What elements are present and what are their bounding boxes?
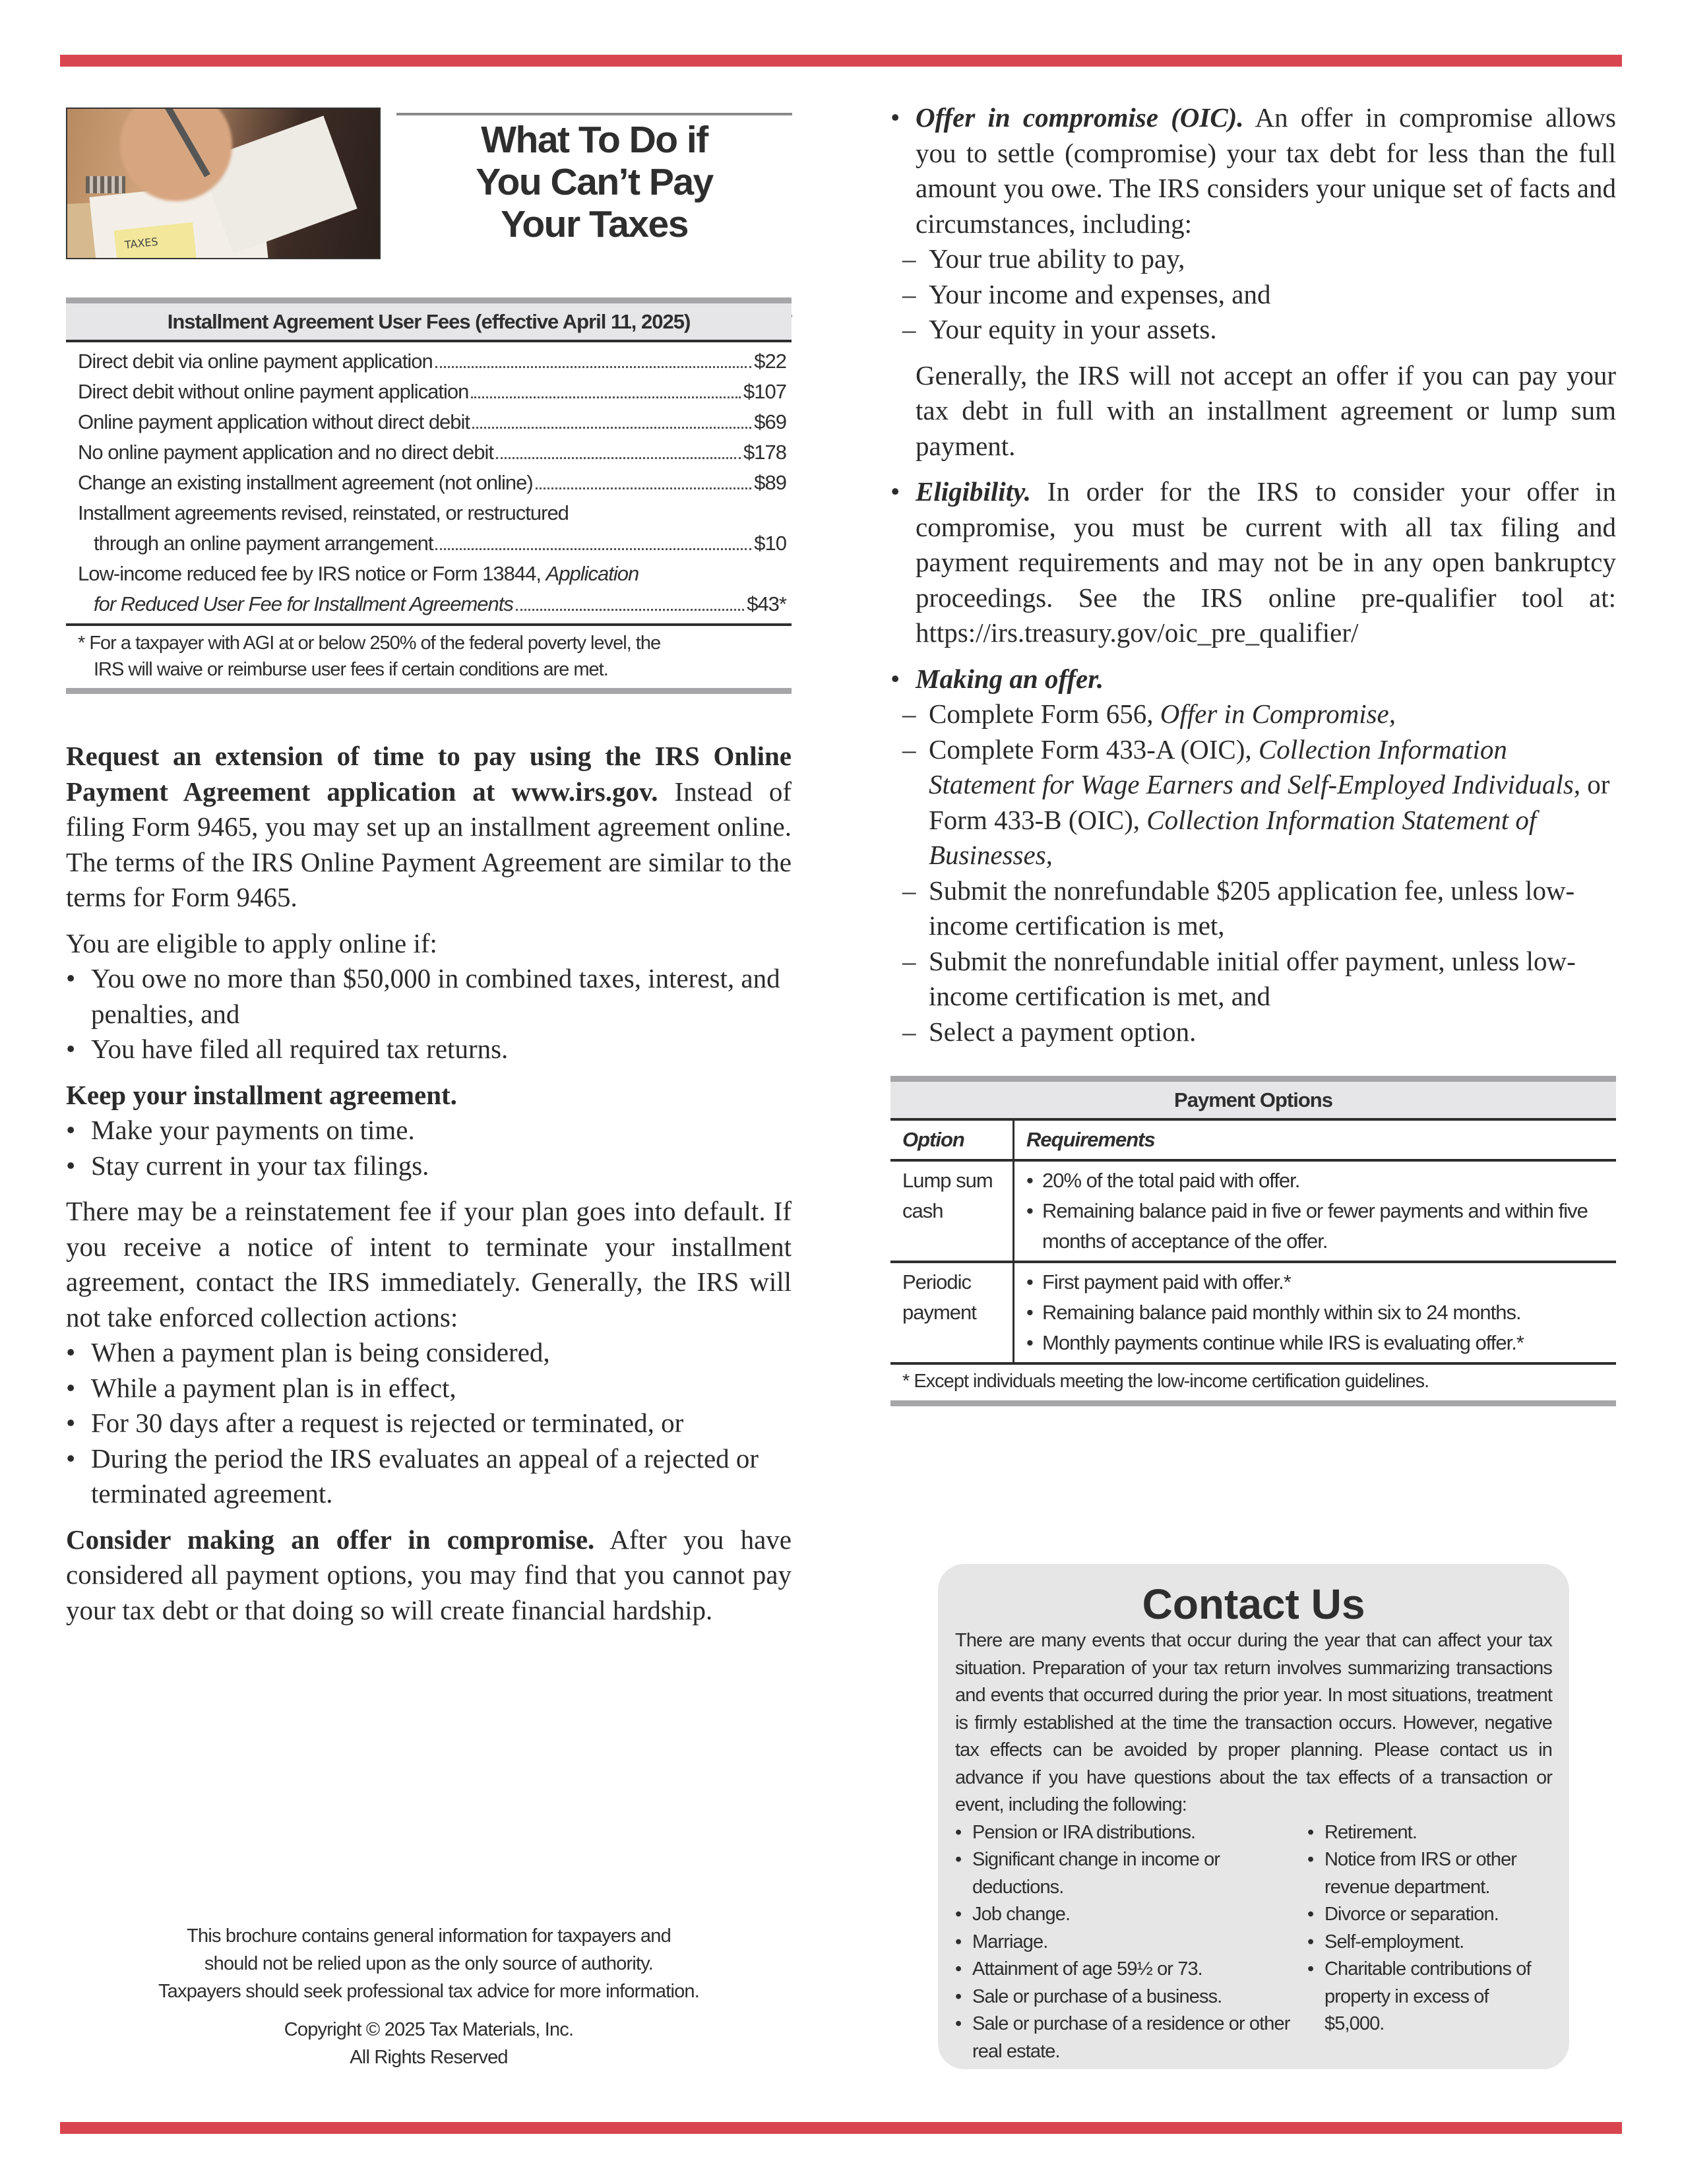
collection-item: • During the period the IRS evaluates an appeal of a rejected or terminated agreement. xyxy=(66,1441,792,1512)
disclaimer-line: Taxpayers should seek professional tax advice for more information. xyxy=(158,1981,700,2002)
fee-row xyxy=(66,346,792,377)
calculator-icon xyxy=(86,176,125,193)
requirement-item: • Monthly payments continue while IRS is evaluating offer.* xyxy=(1026,1328,1612,1358)
reinstatement-paragraph: There may be a reinstatement fee if your plan goes into default. If you receive a notice of intent to terminate your installment agreement, contact the IRS immediately. Generally, the IRS will not take enforced collection actions: xyxy=(66,1196,792,1332)
oic-generally: Generally, the IRS will not accept an offer if you can pay your tax debt in full with an installment agreement or lump sum payment. xyxy=(916,359,1616,461)
making-label: Making an offer. xyxy=(916,663,1104,694)
event-item: • Significant change in income or deductions. xyxy=(955,1846,1307,1901)
oic-item xyxy=(890,100,1616,241)
fee-label: Direct debit without online payment application xyxy=(78,380,469,403)
event-list-left xyxy=(955,1819,1307,2066)
eligibility-label: Eligibility. xyxy=(916,476,1032,507)
collection-item: • While a payment plan is in effect, xyxy=(66,1371,792,1406)
making-step xyxy=(890,732,1616,873)
contact-title: Contact Us xyxy=(1142,1580,1365,1628)
page-title xyxy=(396,119,792,245)
column-header-option: Option xyxy=(890,1121,1014,1162)
requirement-item: • 20% of the total paid with offer. xyxy=(1026,1166,1612,1196)
fee-row xyxy=(66,498,792,559)
event-item: • Pension or IRA distributions. xyxy=(955,1819,1307,1847)
making-offer-item xyxy=(890,662,1616,697)
event-item: • Divorce or separation. xyxy=(1307,1901,1552,1929)
payment-options-table xyxy=(890,1076,1616,1406)
option-cell: Periodic payment xyxy=(890,1263,1014,1365)
making-step: – Select a payment option. xyxy=(890,1014,1616,1050)
oic-label: Offer in compromise (OIC). xyxy=(916,102,1244,133)
eligible-item: • You have filed all required tax returns. xyxy=(66,1032,792,1067)
requirement-item: • Remaining balance paid in five or fewer payments and within five months of acceptance of the offer. xyxy=(1026,1196,1612,1257)
leader-dots xyxy=(471,396,741,398)
fee-label: Direct debit via online payment application xyxy=(78,350,433,373)
bottom-accent-bar xyxy=(60,2122,1622,2134)
keep-item: • Make your payments on time. xyxy=(66,1113,792,1148)
oic-factor: – Your equity in your assets. xyxy=(890,312,1616,348)
extension-paragraph xyxy=(66,739,792,916)
extension-heading: Request an extension of time to pay using the IRS Online Payment Agreement application at www.irs.gov. xyxy=(66,741,792,807)
payment-footnote: * Except individuals meeting the low-income certification guidelines. xyxy=(902,1371,1429,1392)
step-form-title: Offer in Compromise, xyxy=(1160,699,1396,729)
copyright-block xyxy=(66,2016,792,2071)
disclaimer xyxy=(66,1922,792,2005)
requirement-item: • First payment paid with offer.* xyxy=(1026,1267,1612,1297)
making-step: – Submit the nonrefundable $205 application fee, unless low-income certification is met, xyxy=(890,873,1616,944)
event-item: • Attainment of age 59½ or 73. xyxy=(955,1956,1307,1983)
table-top-bar xyxy=(890,1076,1616,1082)
requirement-item: • Remaining balance paid monthly within six to 24 months. xyxy=(1026,1297,1612,1328)
oic-factor: – Your income and expenses, and xyxy=(890,277,1616,313)
fee-label: Change an existing installment agreement (not online) xyxy=(78,471,533,494)
oic-heading: Consider making an offer in compromise. xyxy=(66,1524,595,1555)
leader-dots xyxy=(472,427,751,429)
event-item: • Retirement. xyxy=(1307,1819,1552,1847)
fee-table-title: Installment Agreement User Fees (effective April 11, 2025) xyxy=(66,303,792,342)
oic-paragraph xyxy=(66,1522,792,1629)
footnote-line: * For a taxpayer with AGI at or below 250% of the federal poverty level, the xyxy=(78,633,661,654)
table-bottom-bar xyxy=(890,1400,1616,1406)
fee-label-cont: through an online payment arrangement xyxy=(94,532,433,555)
leader-dots xyxy=(536,487,752,489)
contact-intro: There are many events that occur during the year that can affect your tax situation. Preparation of your tax return involves summarizing transactions and events that occurred during the prior year. In most situations, treatment is firmly established at the time the transaction occurs. However, negative tax effects can be avoided by proper planning. Please contact us in advance if you have questions about the tax effects of a transaction or event, including the following: xyxy=(955,1630,1552,1815)
making-step xyxy=(890,697,1616,732)
fee-amount: $178 xyxy=(743,441,786,464)
eligibility-text: In order for the IRS to consider your offer in compromise, you must be current with all tax filing and payment requirements and may not be in any open bankruptcy proceedings. See the IRS online pre-qualifier tool at: https://irs.treasury.gov/oic_pre_qualifier/ xyxy=(916,476,1616,648)
event-item: • Sale or purchase of a residence or other real estate. xyxy=(955,2011,1307,2065)
option-cell: Lump sum cash xyxy=(890,1162,1014,1263)
fee-amount: $43* xyxy=(747,592,786,615)
leader-dots xyxy=(496,457,741,459)
contact-event-lists xyxy=(955,1819,1552,2066)
copyright: Copyright © 2025 Tax Materials, Inc. xyxy=(284,2019,574,2040)
table-top-bar xyxy=(66,297,792,303)
fee-row xyxy=(66,437,792,468)
eligibility-item xyxy=(890,474,1616,651)
top-accent-bar xyxy=(60,55,1622,67)
column-header-requirements: Requirements xyxy=(1014,1121,1616,1162)
step-form-title: Collection Information Statement of Businesses, xyxy=(929,804,1537,870)
title-line: What To Do if xyxy=(481,119,708,161)
eligible-item: • You owe no more than $50,000 in combined taxes, interest, and penalties, and xyxy=(66,961,792,1032)
leader-dots xyxy=(516,609,744,611)
fee-amount: $22 xyxy=(754,350,786,373)
step-text: Complete Form 433-A (OIC), xyxy=(929,733,1259,764)
title-top-rule xyxy=(396,113,792,115)
event-item: • Self-employment. xyxy=(1307,1929,1552,1956)
title-line: You Can’t Pay xyxy=(476,161,713,203)
header-photo xyxy=(66,108,381,259)
leader-dots xyxy=(435,548,751,550)
disclaimer-line: should not be relied upon as the only source of authority. xyxy=(204,1953,654,1974)
event-list-right xyxy=(1307,1819,1552,2066)
extension-body: Instead of filing Form 9465, you may set up an installment agreement online. The terms of the IRS Online Payment Agreement are similar to the terms for Form 9465. xyxy=(66,776,792,912)
payment-table-title: Payment Options xyxy=(890,1082,1616,1121)
oic-body: After you have considered all payment options, you may find that you cannot pay your tax debt or that doing so will create financial hardship. xyxy=(66,1524,792,1625)
fee-row xyxy=(66,468,792,498)
rights-reserved: All Rights Reserved xyxy=(350,2047,508,2068)
fee-amount: $69 xyxy=(754,410,786,433)
collection-item: • For 30 days after a request is rejected or terminated, or xyxy=(66,1406,792,1441)
installment-fee-table xyxy=(66,297,792,694)
fee-label: Installment agreements revised, reinstated, or restructured xyxy=(78,501,569,524)
making-step: – Submit the nonrefundable initial offer payment, unless low-income certification is met, and xyxy=(890,944,1616,1014)
right-column xyxy=(890,100,1616,1049)
table-bottom-bar xyxy=(66,688,792,694)
fee-label-cont: for Reduced User Fee for Installment Agreements xyxy=(94,592,513,615)
fee-row xyxy=(66,407,792,437)
disclaimer-line: This brochure contains general information for taxpayers and xyxy=(187,1925,671,1947)
title-line: Your Taxes xyxy=(501,203,688,245)
step-form-title: Collection Information Statement for Wage Earners and Self-Employed Individuals, xyxy=(929,733,1581,799)
step-text: Complete Form 656, xyxy=(929,699,1160,729)
eligible-intro: You are eligible to apply online if: xyxy=(66,927,437,958)
fee-label-italic: Application xyxy=(545,562,639,585)
fee-row xyxy=(66,377,792,407)
fee-amount: $107 xyxy=(743,380,786,403)
photo-sticky-note: TAXES xyxy=(114,222,198,259)
fee-amount: $89 xyxy=(754,471,786,494)
requirements-cell xyxy=(1014,1263,1616,1365)
fee-label: Low-income reduced fee by IRS notice or Form 13844, xyxy=(78,562,546,585)
left-column xyxy=(66,739,792,1628)
footnote-line: IRS will waive or reimburse user fees if certain conditions are met. xyxy=(94,659,608,680)
collection-item: • When a payment plan is being considered, xyxy=(66,1335,792,1371)
fee-row xyxy=(66,559,792,619)
fee-amount: $10 xyxy=(754,532,786,555)
event-item: • Marriage. xyxy=(955,1929,1307,1956)
payment-grid xyxy=(890,1121,1616,1365)
event-item: • Job change. xyxy=(955,1901,1307,1929)
leader-dots xyxy=(435,366,752,368)
fee-label: No online payment application and no direct debit xyxy=(78,441,494,464)
keep-item: • Stay current in your tax filings. xyxy=(66,1148,792,1184)
oic-text: An offer in compromise allows you to settle (compromise) your tax debt for less than the full amount you owe. The IRS considers your unique set of facts and circumstances, including: xyxy=(916,102,1616,239)
requirements-cell xyxy=(1014,1162,1616,1263)
fee-footnote xyxy=(66,626,792,685)
event-item: • Sale or purchase of a business. xyxy=(955,1983,1307,2011)
event-item: • Charitable contributions of property in excess of $5,000. xyxy=(1307,1956,1552,2038)
keep-heading: Keep your installment agreement. xyxy=(66,1079,457,1110)
oic-factor: – Your true ability to pay, xyxy=(890,241,1616,277)
fee-label: Online payment application without direct debit xyxy=(78,410,470,433)
contact-us-box xyxy=(938,1564,1569,2069)
event-item: • Notice from IRS or other revenue department. xyxy=(1307,1846,1552,1901)
step-text: or Form 433-B (OIC), xyxy=(929,769,1610,835)
